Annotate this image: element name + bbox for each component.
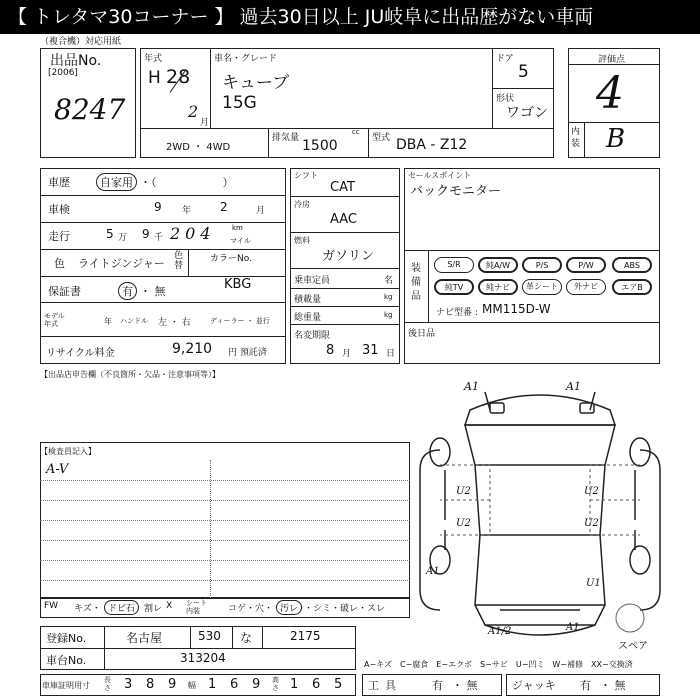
mileage-man-unit: 万 (118, 233, 128, 243)
lot-label: 出品No. (50, 53, 102, 69)
diagram-mark-3: U2 (456, 486, 471, 497)
color-label: 色 (54, 257, 65, 270)
title-banner: 【 トレタマ30コーナー 】 過去30日以上 JU岐阜に出品歴がない車両 (0, 0, 700, 34)
cert-wid-label: 幅 (188, 681, 196, 690)
equipment-pill-row2-2: 革シート (522, 279, 562, 295)
spare-label: スペア (618, 641, 648, 652)
mileage-label: 走行 (48, 230, 70, 243)
diagram-mark-7: A1 (426, 566, 440, 577)
sales-point-value: バックモニター (410, 184, 502, 199)
jack-no: ・ 無 (600, 679, 626, 692)
equipment-pill-row1-2: P/S (522, 257, 562, 273)
load-unit: kg (384, 293, 393, 301)
model-name: キューブ (222, 73, 290, 93)
header-note: （複合機）対応用紙 (40, 37, 122, 47)
warranty-yes: 有 (118, 282, 137, 300)
mileage-rest: 204 (170, 224, 216, 243)
score-label: 評価点 (598, 55, 626, 65)
drive-value: 2WD ・ 4WD (166, 142, 231, 153)
warranty-no: ・ 無 (140, 285, 166, 298)
defect-seat: シート内装 (186, 599, 207, 615)
shift-label: シフト (294, 171, 318, 180)
registration-label: 登録No. (46, 632, 87, 645)
name-change-month-unit: 月 (342, 349, 352, 359)
equipment-pill-row1-3: P/W (566, 257, 606, 273)
recycle-value: 9,210 (172, 341, 213, 357)
mileage-mile: マイル (230, 237, 251, 245)
capacity-label: 乗車定員 (294, 276, 331, 286)
equipment-pill-row2-0: 純TV (434, 279, 474, 295)
displacement-label: 排気量 (272, 133, 300, 143)
cert-label: 車庫証明用寸 (42, 681, 90, 690)
aircon-value: AAC (330, 212, 357, 227)
year-month: 2 (188, 102, 199, 121)
cert-len-3: 9 (168, 677, 177, 692)
cert-hei-label: 高さ (272, 676, 279, 692)
registration-number: 2175 (290, 629, 321, 643)
cert-hei-3: 5 (334, 677, 343, 692)
mileage-sen: 9 (142, 227, 150, 241)
type-value: DBA - Z12 (396, 137, 468, 153)
color-code: KBG (224, 277, 252, 292)
diagram-mark-4: U2 (584, 486, 599, 497)
model-year-label: モデル年式 (44, 312, 65, 328)
year-label: 年式 (144, 54, 163, 64)
diagram-mark-2: A1 (566, 380, 581, 393)
history-label: 車歴 (48, 176, 70, 189)
displacement-unit: cc (352, 128, 360, 136)
cert-wid-1: 1 (208, 677, 217, 692)
equipment-pill-row1-4: ABS (612, 257, 652, 273)
color-change-label: 色替 (174, 251, 184, 271)
weight-label: 総重量 (294, 313, 322, 323)
diagram-mark-5: U2 (456, 518, 471, 529)
recycle-label: リサイクル料金 (46, 348, 115, 359)
cert-len-label: 長さ (104, 676, 111, 692)
mileage-km: km (232, 224, 243, 232)
year-era: H (148, 68, 161, 88)
sales-point-label: セールスポイント (408, 171, 472, 180)
name-change-day: 31 (362, 343, 379, 358)
displacement-value: 1500 (302, 138, 338, 154)
inspection-year-unit: 年 (182, 206, 192, 216)
inspector-label: 【検査員記入】 (40, 447, 96, 456)
model-label: 車名・グレード (214, 54, 278, 64)
equipment-pill-row2-1: 純ナビ (478, 279, 518, 295)
aircon-label: 冷房 (294, 200, 310, 209)
defect-shimi: ・シミ・破レ・スレ (304, 604, 386, 614)
name-change-label: 名変期限 (294, 331, 331, 341)
defect-yogore: 汚レ (276, 600, 302, 615)
year-value: 28 (166, 66, 191, 88)
type-label: 型式 (372, 133, 391, 143)
fuel-value: ガソリン (322, 249, 375, 264)
score-value: 4 (596, 68, 624, 119)
month-unit: 月 (200, 118, 210, 128)
defect-x: X (166, 601, 173, 611)
handle-label: ハンドル (120, 317, 148, 325)
defect-ware: 割レ (144, 604, 163, 614)
defect-kizu: キズ・ (74, 604, 101, 614)
mileage-sen-unit: 千 (154, 233, 164, 243)
model-year-unit: 年 (104, 317, 112, 326)
after-label: 後日品 (408, 329, 436, 339)
shape-label: 形状 (496, 94, 515, 104)
dealer-label: ディーラー ・ 並行 (210, 317, 270, 325)
tools-yes: 有 (432, 679, 443, 692)
equipment-pill-row1-0: S/R (434, 257, 474, 273)
equipment-pill-row2-3: 外ナビ (566, 279, 606, 295)
name-change-day-unit: 日 (386, 349, 396, 359)
inspection-month: 2 (220, 200, 228, 214)
registration-kana: な (240, 631, 253, 645)
name-change-month: 8 (326, 343, 335, 358)
equipment-pill-row2-4: エアB (612, 279, 652, 295)
jack-yes: 有 (580, 679, 591, 692)
inspection-year: 9 (154, 200, 162, 214)
inspector-note: A-V (46, 462, 69, 477)
cert-len-2: 8 (146, 677, 155, 692)
cert-len-1: 3 (124, 677, 133, 692)
seller-notes-label: 【出品店申告欄（不良箇所・欠品・注意事項等）】 (40, 370, 220, 379)
fuel-label: 燃料 (294, 236, 310, 245)
shift-value: CAT (330, 180, 355, 195)
cert-hei-1: 1 (290, 677, 299, 692)
weight-unit: kg (384, 311, 393, 319)
defect-fw: FW (44, 601, 59, 611)
interior-value: B (606, 124, 626, 154)
lot-number: 8247 (54, 93, 126, 126)
recycle-unit: 円 預託済 (228, 348, 267, 358)
cert-wid-3: 9 (252, 677, 261, 692)
defect-legend: A−キズ C−腐食 E−エクボ S−サビ U−凹ミ W−補修 XX−交換済 (364, 660, 633, 669)
load-label: 積載量 (294, 295, 322, 305)
jack-label: ジャッキ (512, 679, 556, 692)
inspection-month-unit: 月 (256, 206, 266, 216)
chassis-label: 車台No. (46, 654, 87, 667)
registration-class: 530 (198, 629, 221, 643)
diagram-mark-1: A1 (464, 380, 479, 393)
warranty-label: 保証書 (48, 285, 81, 298)
color-code-label: カラーNo. (210, 254, 252, 264)
color-value: ライトジンジャー (78, 257, 165, 270)
diagram-mark-6: U2 (584, 518, 599, 529)
doors-value: 5 (518, 62, 529, 82)
year-tag: [2006] (48, 68, 78, 78)
defect-koge: コゲ・穴・ (228, 604, 274, 614)
chassis-value: 313204 (180, 651, 226, 665)
diagram-mark-9: A1/2 (488, 626, 512, 637)
model-grade: 15G (222, 93, 257, 113)
tools-label: 工具 (368, 679, 402, 692)
defect-tobiishi: ドビ石 (104, 600, 139, 615)
interior-label: 内装 (571, 127, 581, 149)
doors-label: ドア (496, 54, 514, 64)
shape-value: ワゴン (506, 105, 548, 121)
inspection-label: 車検 (48, 203, 70, 216)
diagram-mark-8: U1 (586, 578, 601, 589)
equipment-pill-row1-1: 純A/W (478, 257, 518, 273)
cert-hei-2: 6 (312, 677, 321, 692)
tools-no: ・ 無 (452, 679, 478, 692)
history-value: 自家用 (96, 173, 137, 191)
car-diagram (410, 370, 670, 650)
equipment-label: 装備品 (411, 263, 421, 302)
navi-model: MM115D-W (482, 302, 551, 316)
cert-wid-2: 6 (230, 677, 239, 692)
mileage-man: 5 (106, 227, 114, 241)
handle-lr: 左 ・ 右 (158, 318, 191, 328)
navi-label: ナビ型番 : (436, 308, 478, 318)
capacity-unit: 名 (384, 276, 394, 286)
diagram-mark-10: A1 (566, 622, 580, 633)
history-rest: ・（ ） (140, 176, 234, 189)
registration-area: 名古屋 (126, 631, 163, 645)
